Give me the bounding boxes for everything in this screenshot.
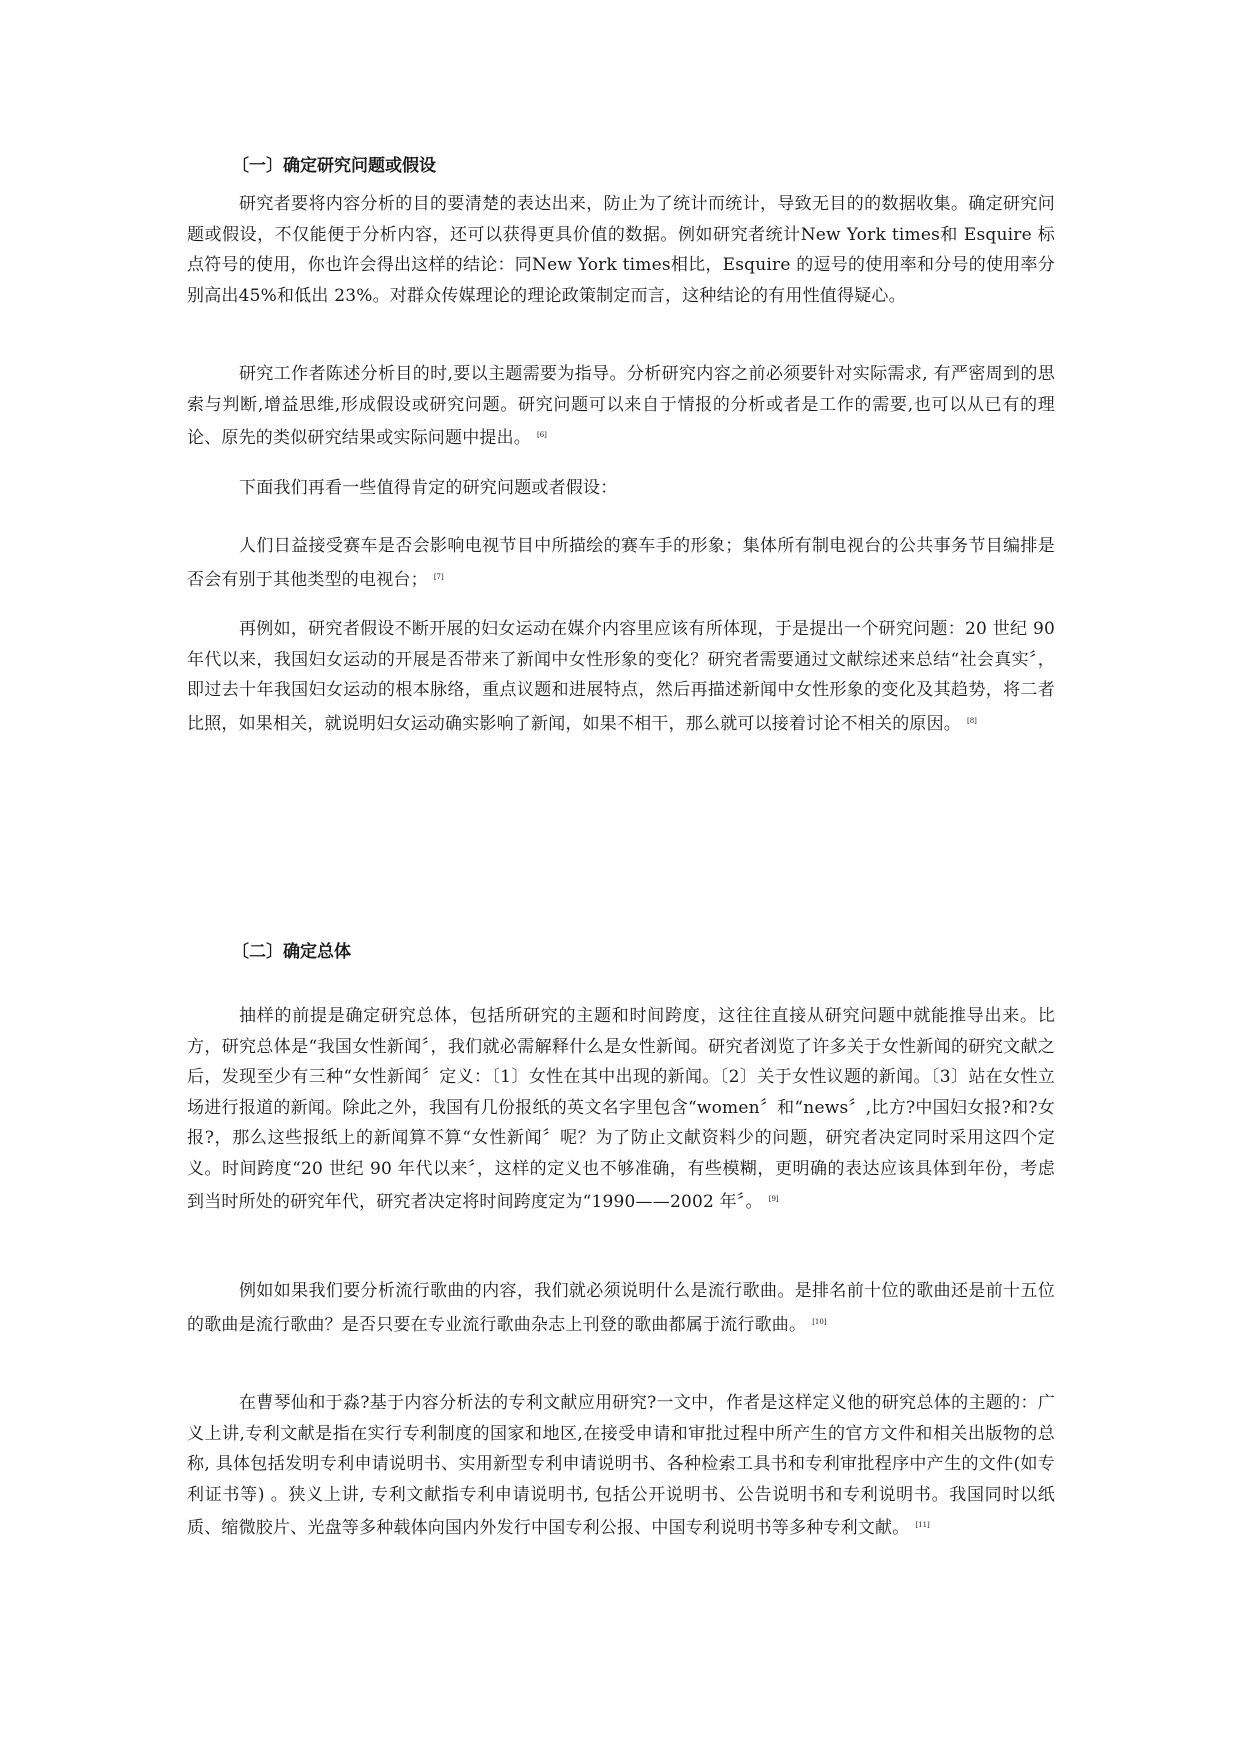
section-heading-1: 〔一〕确定研究问题或假设 (232, 156, 436, 176)
paragraph (187, 614, 1055, 739)
citation-ref: [6] (537, 431, 547, 439)
citation-ref: [11] (915, 1521, 930, 1529)
paragraph (187, 359, 1055, 454)
citation-ref: [9] (768, 1195, 779, 1203)
paragraph-text: 人们日益接受赛车是否会影响电视节目中所描绘的赛车手的形象；集体所有制电视台的公共事务节目编排是否会有别于其他类型的电视台； (187, 536, 1055, 590)
paragraph-text: 在曹琴仙和于淼?基于内容分析法的专利文献应用研究?一文中，作者是这样定义他的研究总体的主题的：广义上讲,专利文献是指在实行专利制度的国家和地区,在接受申请和审批过程中所产生的官方文件和相关出版物的总称, 具体包括发明专利申请说明书、实用新型专利申请说明书、各种检索工具书和专利审批程序中产生的文件(如专利证书等) 。狭义上讲, 专利文献指专利申请说明书, 包括公开说明书、公告说明书和专利说明书。我国同时以纸质、缩微胶片、光盘等多种载体向国内外发行中国专利公报、中国专利说明书等多种专利文献。 (187, 1393, 1055, 1538)
paragraph (187, 1001, 1055, 1218)
paragraph-text: 例如如果我们要分析流行歌曲的内容，我们就必须说明什么是流行歌曲。是排名前十位的歌曲还是前十五位的歌曲是流行歌曲？是否只要在专业流行歌曲杂志上刊登的歌曲都属于流行歌曲。 (187, 1281, 1055, 1335)
paragraph-text: 抽样的前提是确定研究总体，包括所研究的主题和时间跨度，这往往直接从研究问题中就能推导出来。比方，研究总体是“我国女性新闻〞，我们就必需解释什么是女性新闻。研究者浏览了许多关于女性新闻的研究文献之后，发现至少有三种“女性新闻〞定义：〔1〕女性在其中出现的新闻。〔2〕关于女性议题的新闻。〔3〕站在女性立场进行报道的新闻。除此之外，我国有几份报纸的英文名字里包含“women〞和“news〞,比方?中国妇女报?和?女报?，那么这些报纸上的新闻算不算“女性新闻〞呢？为了防止文献资料少的问题，研究者决定同时采用这四个定义。时间跨度“20 世纪 90 年代以来〞，这样的定义也不够准确，有些模糊，更明确的表达应该具体到年份，考虑到当时所处的研究年代，研究者决定将时间跨度定为“1990——2002 年〞。 (187, 1006, 1055, 1212)
citation-ref: [8] (967, 716, 977, 725)
paragraph-text: 研究工作者陈述分析目的时,要以主题需要为指导。分析研究内容之前必须要针对实际需求, 有严密周到的思索与判断,增益思维,形成假设或研究问题。研究问题可以来自于情报的分析或者是工作的需要,也可以从已有的理论、原先的类似研究结果或实际问题中提出。 (187, 364, 1055, 448)
citation-ref: [7] (433, 572, 444, 581)
section-heading-2: 〔二〕确定总体 (232, 942, 351, 962)
paragraph-text: 研究者要将内容分析的目的要清楚的表达出来，防止为了统计而统计，导致无目的的数据收集。确定研究问题或假设，不仅能便于分析内容，还可以获得更具价值的数据。例如研究者统计New York times和 Esquire 标点符号的使用，你也许会得出这样的结论：同New York times相比，Esquire 的逗号的使用率和分号的使用率分别高出45%和低出 23%。对群众传媒理论的理论政策制定而言，这种结论的有用性值得疑心。 (187, 194, 1055, 306)
paragraph (187, 189, 1055, 311)
paragraph (187, 531, 1055, 595)
paragraph-text: 再例如，研究者假设不断开展的妇女运动在媒介内容里应该有所体现，于是提出一个研究问题：20 世纪 90 年代以来，我国妇女运动的开展是否带来了新闻中女性形象的变化？研究者需要通过文献综述来总结“社会真实〞，即过去十年我国妇女运动的根本脉络，重点议题和进展特点，然后再描述新闻中女性形象的变化及其趋势，将二者比照，如果相关，就说明妇女运动确实影响了新闻，如果不相干，那么就可以接着讨论不相关的原因。 (187, 619, 1055, 734)
citation-ref: [10] (812, 1317, 827, 1326)
paragraph (187, 1276, 1055, 1340)
paragraph (187, 1388, 1055, 1544)
paragraph (187, 473, 1055, 504)
paragraph-text: 下面我们再看一些值得肯定的研究问题或者假设： (239, 478, 618, 498)
